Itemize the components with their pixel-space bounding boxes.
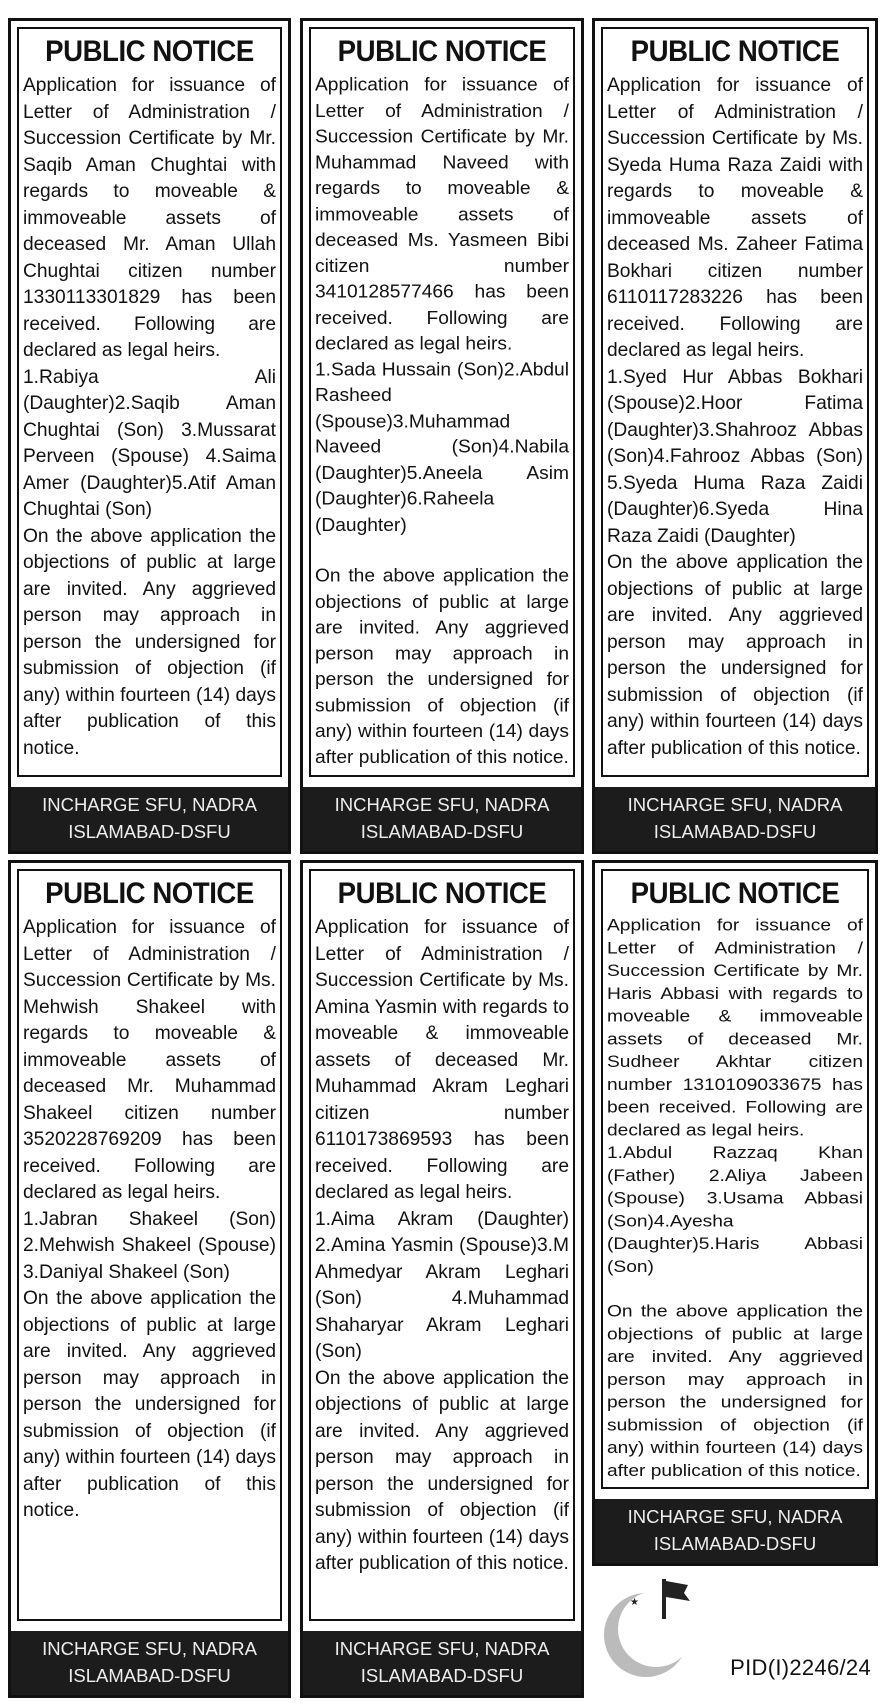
notice-title: PUBLIC NOTICE — [337, 35, 547, 68]
notice-content-box — [17, 27, 282, 777]
public-notice-1 — [8, 18, 291, 854]
objection-text: On the above application the objections of public at large are invited. Any aggrieved person may approach in person the undersigned for submission of objection (if any) within fourteen (14) days after publication of this notice. — [607, 1302, 863, 1480]
notice-body — [603, 73, 867, 762]
footer-location: ISLAMABAD-DSFU — [360, 1665, 524, 1686]
public-notice-2 — [300, 18, 584, 854]
svg-text:★: ★ — [630, 1597, 639, 1608]
notice-footer — [303, 787, 581, 851]
notice-footer — [11, 787, 288, 851]
notice-body — [19, 915, 280, 1525]
objection-text: On the above application the objections of public at large are invited. Any aggrieved person may approach in person the undersigned for submission of objection (if any) within fourteen (14) days after publication of this notice. — [315, 565, 569, 768]
notice-content-box — [601, 869, 869, 1489]
objection-text: On the above application the objections of public at large are invited. Any aggrieved person may approach in person the undersigned for submission of objection (if any) within fourteen (14) days after publication of this notice. — [607, 552, 863, 759]
footer-location: ISLAMABAD-DSFU — [360, 821, 524, 842]
notice-footer — [303, 1631, 581, 1695]
public-notice-5 — [300, 860, 584, 1698]
public-notice-3 — [592, 18, 878, 854]
notice-content-box — [17, 869, 282, 1621]
notice-title: PUBLIC NOTICE — [630, 877, 840, 910]
notice-title: PUBLIC NOTICE — [45, 35, 254, 68]
objection-text: On the above application the objections of public at large are invited. Any aggrieved person may approach in person the undersigned for submission of objection (if any) within fourteen (14) days after publication of this notice. — [23, 1288, 276, 1521]
notice-title: PUBLIC NOTICE — [630, 35, 840, 68]
notice-body — [19, 73, 280, 762]
notice-title: PUBLIC NOTICE — [45, 877, 254, 910]
application-text: Application for issuance of Letter of Administration / Succession Certificate by Ms. Amina Yasmin with regards to moveable & immoveable assets of deceased Mr. Muhammad Akram Leghari citizen number 6110173869593 has been received. Following are declared as legal heirs. — [315, 917, 569, 1203]
notice-footer — [595, 1499, 875, 1563]
footer-office: INCHARGE SFU, NADRA — [42, 794, 257, 815]
objection-text: On the above application the objections of public at large are invited. Any aggrieved person may approach in person the undersigned for submission of objection (if any) within fourteen (14) days after publication of this notice. — [315, 1367, 569, 1574]
footer-office: INCHARGE SFU, NADRA — [42, 1638, 257, 1659]
notice-body — [311, 915, 573, 1578]
legal-heirs-list: 1.Abdul Razzaq Khan (Father) 2.Aliya Jabeen (Spouse) 3.Usama Abbasi (Son)4.Ayesha (Daughter)5.Haris Abbasi (Son) — [607, 1144, 863, 1276]
footer-location: ISLAMABAD-DSFU — [68, 1665, 231, 1686]
application-text: Application for issuance of Letter of Administration / Succession Certificate by Mr. Haris Abbasi with regards to moveable & immoveable assets of deceased Mr. Sudheer Akhtar citizen number 1310109033675 has been received. Following are declared as legal heirs. — [607, 916, 863, 1140]
notice-content-box — [309, 869, 575, 1621]
application-text: Application for issuance of Letter of Administration / Succession Certificate by Ms. Syeda Huma Raza Zaidi with regards to moveable & immoveable assets of deceased Ms. Zaheer Fatima Bokhari citizen number 6110117283226 has been received. Following are declared as legal heirs. — [607, 75, 863, 361]
application-text: Application for issuance of Letter of Administration / Succession Certificate by Mr. Muhammad Naveed with regards to moveable & immoveable assets of deceased Ms. Yasmeen Bibi citizen number 3410128577466 has been received. Following are declared as legal heirs. — [315, 74, 569, 355]
application-text: Application for issuance of Letter of Administration / Succession Certificate by Mr. Saqib Aman Chughtai with regards to moveable & immoveable assets of deceased Mr. Aman Ullah Chughtai citizen number 1330113301829 has been received. Following are declared as legal heirs. — [23, 75, 276, 361]
public-notice-4 — [8, 860, 291, 1698]
notice-content-box — [601, 27, 869, 777]
public-notice-6 — [592, 860, 878, 1566]
legal-heirs-list: 1.Syed Hur Abbas Bokhari (Spouse)2.Hoor Fatima (Daughter)3.Shahrooz Abbas (Son)4.Fahrooz Abbas (Son) 5.Syeda Huma Raza Zaidi (Daughter)6.Syeda Hina Raza Zaidi (Daughter) — [607, 366, 863, 547]
footer-office: INCHARGE SFU, NADRA — [627, 1506, 843, 1527]
legal-heirs-list: 1.Rabiya Ali (Daughter)2.Saqib Aman Chughtai (Son) 3.Mussarat Perveen (Spouse) 4.Saima Amer (Daughter)5.Atif Aman Chughtai (Son) — [23, 366, 276, 520]
footer-location: ISLAMABAD-DSFU — [653, 1533, 817, 1554]
notice-content-box — [309, 27, 575, 777]
footer-office: INCHARGE SFU, NADRA — [334, 794, 550, 815]
notice-body — [603, 915, 867, 1483]
footer-office: INCHARGE SFU, NADRA — [627, 794, 843, 815]
notice-footer — [595, 787, 875, 851]
legal-heirs-list: 1.Jabran Shakeel (Son) 2.Mehwish Shakeel (Spouse) 3.Daniyal Shakeel (Son) — [23, 1208, 276, 1283]
notice-body — [311, 73, 573, 771]
notice-footer — [11, 1631, 288, 1695]
footer-location: ISLAMABAD-DSFU — [68, 821, 231, 842]
legal-heirs-list: 1.Sada Hussain (Son)2.Abdul Rasheed (Spouse)3.Muhammad Naveed (Son)4.Nabila (Daughter)5.Aneela Asim (Daughter)6.Raheela (Daughter) — [315, 359, 569, 536]
footer-office: INCHARGE SFU, NADRA — [334, 1638, 550, 1659]
notice-title: PUBLIC NOTICE — [337, 877, 547, 910]
pid-number: PID(I)2246/24 — [730, 1655, 871, 1680]
legal-heirs-list: 1.Aima Akram (Daughter) 2.Amina Yasmin (Spouse)3.M Ahmedyar Akram Leghari (Son) 4.Muhammad Shaharyar Akram Leghari (Son) — [315, 1208, 569, 1362]
crescent-flag-logo-icon — [600, 1575, 692, 1685]
application-text: Application for issuance of Letter of Administration / Succession Certificate by Ms. Mehwish Shakeel with regards to moveable & immoveable assets of deceased Mr. Muhammad Shakeel citizen number 3520228769209 has been received. Following are declared as legal heirs. — [23, 917, 276, 1203]
footer-location: ISLAMABAD-DSFU — [653, 821, 817, 842]
objection-text: On the above application the objections of public at large are invited. Any aggrieved person may approach in person the undersigned for submission of objection (if any) within fourteen (14) days after publication of this notice. — [23, 525, 276, 759]
